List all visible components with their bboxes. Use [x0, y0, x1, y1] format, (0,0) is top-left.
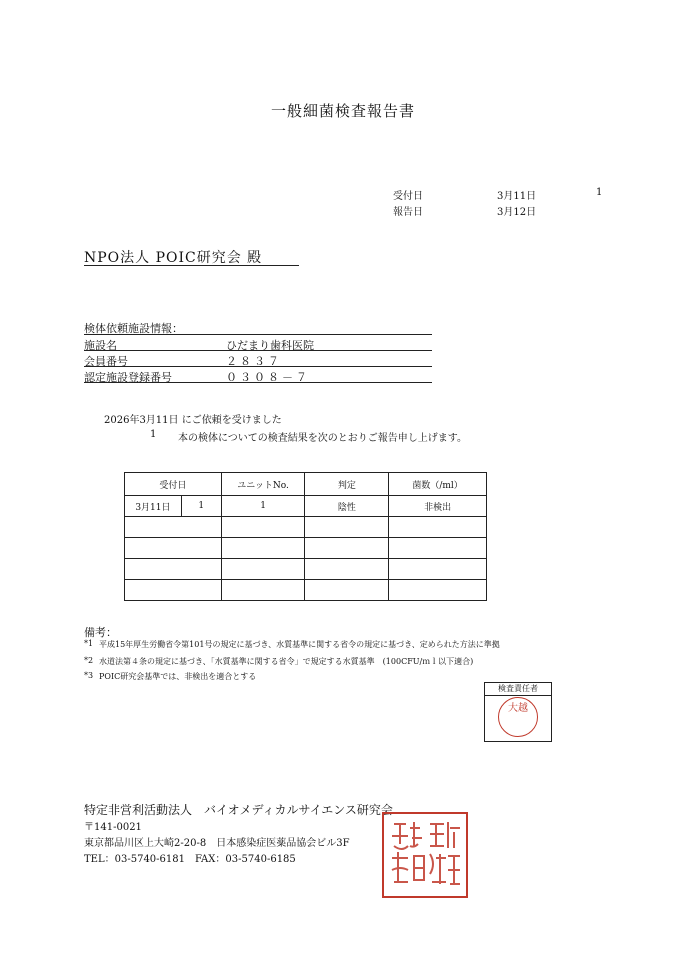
member-value: ２８３７	[226, 355, 282, 368]
report-date-label: 報告日	[393, 207, 423, 218]
table-row	[125, 559, 487, 580]
table-row	[125, 538, 487, 559]
info-divider	[84, 334, 432, 335]
inspector-seal	[498, 697, 538, 737]
cell-count: 非検出	[389, 496, 487, 517]
member-label: 会員番号	[84, 355, 128, 368]
info-divider	[84, 382, 432, 383]
note2-mark: *2	[84, 656, 94, 665]
header-unit-no: ユニットNo.	[221, 473, 305, 496]
inspector-label: 検査責任者	[485, 683, 551, 696]
table-row	[125, 517, 487, 538]
document-title: 一般細菌検査報告書	[270, 102, 415, 120]
addressee: NPO法人 POIC研究会 殿	[84, 250, 263, 266]
notes-heading: 備考：	[84, 626, 117, 639]
page-number: 1	[596, 187, 603, 198]
registration-label: 認定施設登録番号	[84, 371, 172, 384]
header-receipt-date: 受付日	[125, 473, 222, 496]
seal-pattern-icon	[384, 814, 466, 896]
note1-text: 平成15年厚生労働省令第101号の規定に基づき、水質基準に関する省令の規定に基づき、定められた方法に準拠	[99, 640, 500, 649]
receipt-date-label: 受付日	[393, 191, 423, 202]
cell-unit: 1	[221, 496, 305, 517]
result-line: 本の検体についての検査結果を次のとおりご報告申し上げます。	[178, 433, 467, 444]
facility-value: ひだまり歯科医院	[226, 339, 314, 352]
requester-heading: 検体依頼施設情報：	[84, 322, 183, 335]
addressee-underline	[84, 265, 299, 266]
header-judgment: 判定	[305, 473, 389, 496]
info-divider	[84, 366, 432, 367]
registration-value: ０３０８－７	[226, 371, 310, 384]
receipt-date-value: 3月11日	[497, 191, 537, 202]
note1-mark: *1	[84, 639, 94, 648]
note3-text: POIC研究会基準では、非検出を適合とする	[99, 672, 257, 681]
seal-text: 大越	[508, 703, 528, 714]
facility-label: 施設名	[84, 339, 117, 352]
cell-sample: 1	[181, 496, 221, 517]
report-date-value: 3月12日	[497, 207, 537, 218]
request-line: 2026年3月11日 にご依頼を受けました	[104, 415, 282, 426]
table-row	[125, 580, 487, 601]
note2-text: 水道法第４条の規定に基づき、「水質基準に関する省令」で規定する水質基準 (100CFU/ｍｌ以下適合)	[99, 657, 474, 666]
phone-fax: TEL：03-5740-6181 FAX：03-5740-6185	[84, 854, 296, 865]
results-table	[124, 472, 487, 601]
info-divider	[84, 350, 432, 351]
organization-name: 特定非営利活動法人 バイオメディカルサイエンス研究会	[84, 803, 393, 817]
table-header-row	[125, 473, 487, 496]
note3-mark: *3	[84, 671, 94, 680]
cell-date: 3月11日	[125, 496, 182, 517]
header-bacteria-count: 菌数（/ml）	[389, 473, 487, 496]
table-row	[125, 496, 487, 517]
sample-count: 1	[150, 429, 157, 440]
postal-code: 〒141-0021	[84, 822, 142, 833]
address: 東京都品川区上大崎2-20-8 日本感染症医薬品協会ビル3F	[84, 838, 350, 849]
cell-judgment: 陰性	[305, 496, 389, 517]
organization-seal	[382, 812, 468, 898]
